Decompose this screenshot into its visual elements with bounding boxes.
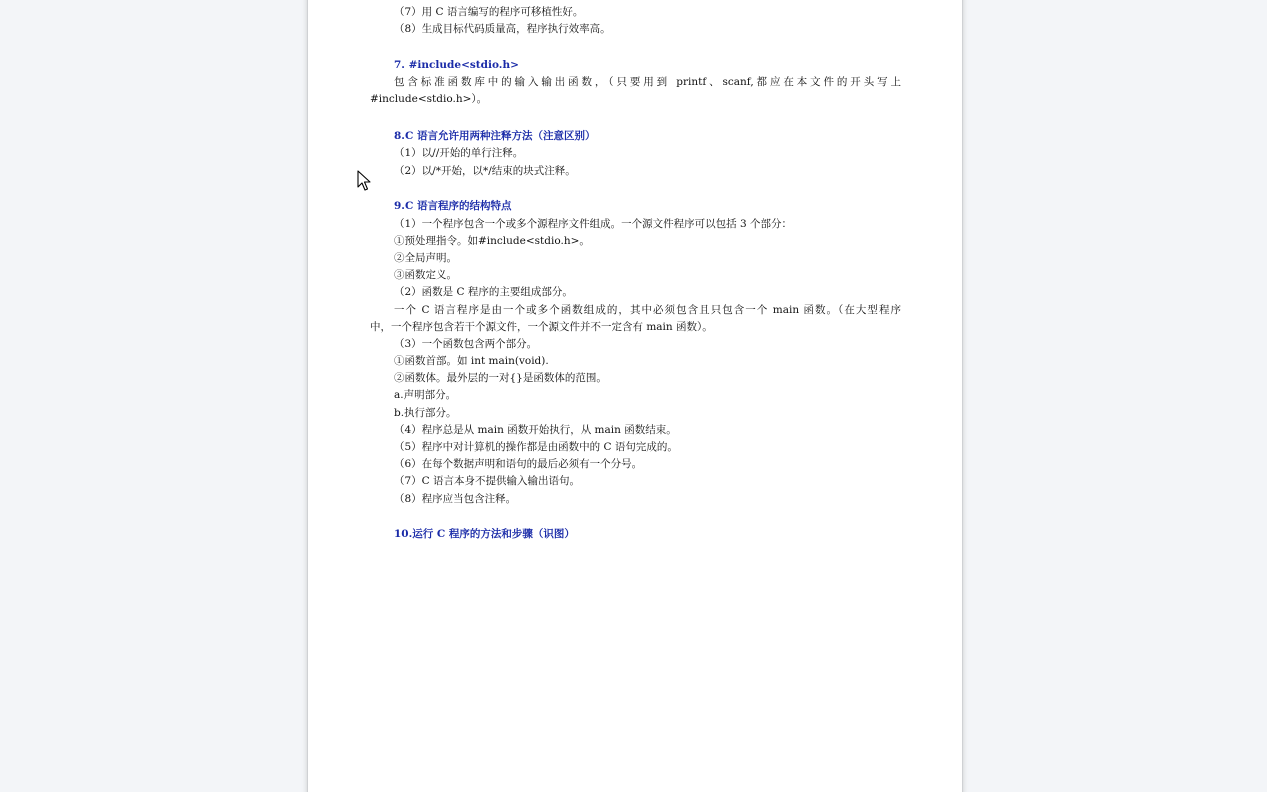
text-line: （3）一个函数包含两个部分。 xyxy=(394,338,538,350)
paragraph-line: #include<stdio.h>）。 xyxy=(370,93,488,105)
text-line: （7）C 语言本身不提供输入输出语句。 xyxy=(394,475,581,487)
text-line: b.执行部分。 xyxy=(394,407,457,419)
text-line: （8）程序应当包含注释。 xyxy=(394,493,517,505)
paragraph-line: 中，一个程序包含若干个源文件，一个源文件并不一定含有 main 函数）。 xyxy=(370,321,713,333)
section-heading-9: 9.C 语言程序的结构特点 xyxy=(394,200,512,212)
section-heading-7: 7. #include<stdio.h> xyxy=(394,59,519,71)
text-line: （2）以/*开始，以*/结束的块式注释。 xyxy=(394,165,576,177)
text-line: （1）以//开始的单行注释。 xyxy=(394,147,524,159)
text-line: ①函数首部。如 int main(void). xyxy=(394,355,549,367)
text-line: （5）程序中对计算机的操作都是由函数中的 C 语句完成的。 xyxy=(394,441,678,453)
text-line: （6）在每个数据声明和语句的最后必须有一个分号。 xyxy=(394,458,643,470)
text-line: ③函数定义。 xyxy=(394,269,457,281)
section-heading-10: 10.运行 C 程序的方法和步骤（识图） xyxy=(394,528,575,540)
text-line: ②全局声明。 xyxy=(394,252,457,264)
text-line: ②函数体。最外层的一对{}是函数体的范围。 xyxy=(394,372,607,384)
paragraph-line: 包含标准函数库中的输入输出函数，（只要用到 printf、scanf,都应在本文件的开头写上 xyxy=(394,76,901,88)
document-page xyxy=(308,0,962,792)
text-line: （1）一个程序包含一个或多个源程序文件组成。一个源文件程序可以包括 3 个部分： xyxy=(394,218,793,230)
text-line: ①预处理指令。如#include<stdio.h>。 xyxy=(394,235,590,247)
mouse-pointer-icon xyxy=(357,170,371,192)
paragraph-line: 一个 C 语言程序是由一个或多个函数组成的，其中必须包含且只包含一个 main 函数。（在大型程序 xyxy=(394,304,901,316)
section-heading-8: 8.C 语言允许用两种注释方法（注意区别） xyxy=(394,130,596,142)
text-line: a.声明部分。 xyxy=(394,389,457,401)
text-line: （8）生成目标代码质量高，程序执行效率高。 xyxy=(394,23,611,35)
text-line: （2）函数是 C 程序的主要组成部分。 xyxy=(394,286,573,298)
text-line: （4）程序总是从 main 函数开始执行，从 main 函数结束。 xyxy=(394,424,677,436)
text-line: （7）用 C 语言编写的程序可移植性好。 xyxy=(394,6,584,18)
